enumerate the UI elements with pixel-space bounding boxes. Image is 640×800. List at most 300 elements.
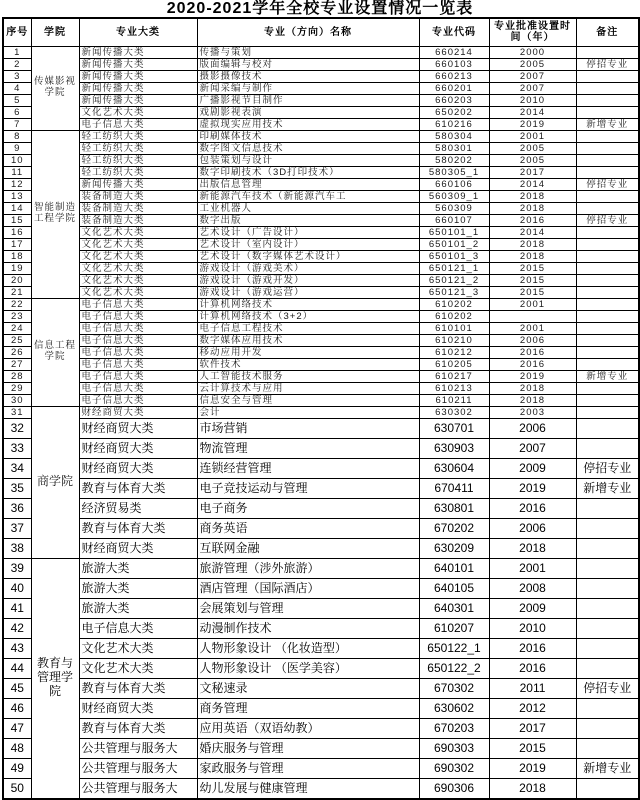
row-number-cell: 16 <box>3 226 31 238</box>
college-cell: 商学院 <box>31 406 79 558</box>
approval-year-cell: 2014 <box>489 178 576 190</box>
row-number-cell: 25 <box>3 334 31 346</box>
category-cell: 财经商贸大类 <box>79 698 197 718</box>
category-cell: 教育与体育大类 <box>79 678 197 698</box>
row-number-cell: 43 <box>3 638 31 658</box>
remark-cell <box>576 46 639 58</box>
college-cell: 信息工程学院 <box>31 298 79 406</box>
major-name-cell: 电子竞技运动与管理 <box>197 478 419 498</box>
approval-year-cell: 2018 <box>489 190 576 202</box>
row-number-cell: 32 <box>3 418 31 438</box>
remark-cell <box>576 250 639 262</box>
category-cell: 轻工纺织大类 <box>79 142 197 154</box>
major-name-cell: 摄影摄像技术 <box>197 70 419 82</box>
category-cell: 电子信息大类 <box>79 346 197 358</box>
major-code-cell: 610212 <box>419 346 489 358</box>
row-number-cell: 31 <box>3 406 31 418</box>
major-name-cell: 工业机器人 <box>197 202 419 214</box>
category-cell: 文化艺术大类 <box>79 658 197 678</box>
major-name-cell: 软件技术 <box>197 358 419 370</box>
approval-year-cell: 2001 <box>489 322 576 334</box>
major-code-cell: 690302 <box>419 758 489 778</box>
table-row <box>3 298 639 310</box>
approval-year-cell: 2019 <box>489 370 576 382</box>
approval-year-cell: 2016 <box>489 358 576 370</box>
major-name-cell: 游戏设计（游戏美术） <box>197 262 419 274</box>
major-code-cell: 630602 <box>419 698 489 718</box>
category-cell: 公共管理与服务大 <box>79 738 197 758</box>
table-row <box>3 598 639 618</box>
category-cell: 财经商贸大类 <box>79 458 197 478</box>
major-name-cell: 家政服务与管理 <box>197 758 419 778</box>
table-row <box>3 538 639 558</box>
college-cell: 智能制造工程学院 <box>31 130 79 298</box>
major-name-cell: 传播与策划 <box>197 46 419 58</box>
approval-year-cell: 2010 <box>489 94 576 106</box>
major-code-cell: 660201 <box>419 82 489 94</box>
header-row <box>3 18 639 46</box>
approval-year-cell: 2019 <box>489 478 576 498</box>
major-code-cell: 580304 <box>419 130 489 142</box>
major-name-cell: 戏剧影视表演 <box>197 106 419 118</box>
major-code-cell: 640301 <box>419 598 489 618</box>
remark-cell <box>576 358 639 370</box>
category-cell: 装备制造大类 <box>79 190 197 202</box>
approval-year-cell: 2014 <box>489 226 576 238</box>
row-number-cell: 50 <box>3 778 31 799</box>
row-number-cell: 12 <box>3 178 31 190</box>
major-name-cell: 计算机网络技术（3+2） <box>197 310 419 322</box>
approval-year-cell: 2018 <box>489 394 576 406</box>
table-row <box>3 106 639 118</box>
table-row <box>3 370 639 382</box>
approval-year-cell: 2014 <box>489 106 576 118</box>
remark-cell <box>576 578 639 598</box>
category-cell: 文化艺术大类 <box>79 238 197 250</box>
table-row <box>3 418 639 438</box>
table-row <box>3 438 639 458</box>
row-number-cell: 29 <box>3 382 31 394</box>
row-number-cell: 17 <box>3 238 31 250</box>
major-code-cell: 630903 <box>419 438 489 458</box>
row-number-cell: 4 <box>3 82 31 94</box>
category-cell: 新闻传播大类 <box>79 178 197 190</box>
category-cell: 电子信息大类 <box>79 334 197 346</box>
college-cell: 传媒影视学院 <box>31 46 79 130</box>
category-cell: 电子信息大类 <box>79 382 197 394</box>
approval-year-cell: 2005 <box>489 58 576 70</box>
major-code-cell: 580301 <box>419 142 489 154</box>
remark-cell <box>576 778 639 799</box>
major-name-cell: 旅游管理（涉外旅游） <box>197 558 419 578</box>
category-cell: 装备制造大类 <box>79 214 197 226</box>
row-number-cell: 30 <box>3 394 31 406</box>
major-name-cell: 艺术设计（数字媒体艺术设计） <box>197 250 419 262</box>
major-code-cell: 650101_3 <box>419 250 489 262</box>
major-name-cell: 移动应用开发 <box>197 346 419 358</box>
remark-cell <box>576 698 639 718</box>
major-code-cell: 660203 <box>419 94 489 106</box>
remark-cell <box>576 638 639 658</box>
row-number-cell: 23 <box>3 310 31 322</box>
major-name-cell: 市场营销 <box>197 418 419 438</box>
approval-year-cell: 2008 <box>489 578 576 598</box>
approval-year-cell: 2015 <box>489 262 576 274</box>
major-code-cell: 630701 <box>419 418 489 438</box>
major-name-cell: 广播影视节目制作 <box>197 94 419 106</box>
row-number-cell: 36 <box>3 498 31 518</box>
remark-cell: 停招专业 <box>576 58 639 70</box>
major-name-cell: 商务英语 <box>197 518 419 538</box>
table-row <box>3 250 639 262</box>
remark-cell <box>576 382 639 394</box>
major-code-cell: 610205 <box>419 358 489 370</box>
category-cell: 轻工纺织大类 <box>79 166 197 178</box>
category-cell: 电子信息大类 <box>79 358 197 370</box>
major-name-cell: 互联网金融 <box>197 538 419 558</box>
category-cell: 文化艺术大类 <box>79 226 197 238</box>
table-row <box>3 346 639 358</box>
table-row <box>3 778 639 799</box>
approval-year-cell: 2010 <box>489 618 576 638</box>
approval-year-cell: 2006 <box>489 518 576 538</box>
row-number-cell: 5 <box>3 94 31 106</box>
major-name-cell: 艺术设计（室内设计） <box>197 238 419 250</box>
remark-cell: 新增专业 <box>576 370 639 382</box>
row-number-cell: 18 <box>3 250 31 262</box>
col-header-college: 学院 <box>31 18 79 46</box>
category-cell: 文化艺术大类 <box>79 638 197 658</box>
major-code-cell: 650121_2 <box>419 274 489 286</box>
major-code-cell: 630209 <box>419 538 489 558</box>
category-cell: 旅游大类 <box>79 578 197 598</box>
remark-cell <box>576 334 639 346</box>
table-row <box>3 382 639 394</box>
approval-year-cell: 2016 <box>489 214 576 226</box>
major-code-cell: 610213 <box>419 382 489 394</box>
major-code-cell: 640105 <box>419 578 489 598</box>
remark-cell <box>576 274 639 286</box>
major-code-cell: 660106 <box>419 178 489 190</box>
remark-cell <box>576 202 639 214</box>
row-number-cell: 33 <box>3 438 31 458</box>
major-code-cell: 660213 <box>419 70 489 82</box>
major-name-cell: 幼儿发展与健康管理 <box>197 778 419 799</box>
remark-cell <box>576 142 639 154</box>
row-number-cell: 3 <box>3 70 31 82</box>
category-cell: 新闻传播大类 <box>79 70 197 82</box>
approval-year-cell: 2001 <box>489 558 576 578</box>
table-row <box>3 226 639 238</box>
major-code-cell: 630302 <box>419 406 489 418</box>
page-title: 2020-2021学年全校专业设置情况一览表 <box>166 0 474 17</box>
row-number-cell: 28 <box>3 370 31 382</box>
category-cell: 财经商贸大类 <box>79 406 197 418</box>
remark-cell <box>576 70 639 82</box>
majors-table <box>2 17 640 800</box>
remark-cell <box>576 558 639 578</box>
category-cell: 教育与体育大类 <box>79 518 197 538</box>
major-name-cell: 会展策划与管理 <box>197 598 419 618</box>
table-row <box>3 518 639 538</box>
col-header-year: 专业批准设置时间（年） <box>489 18 576 46</box>
row-number-cell: 20 <box>3 274 31 286</box>
row-number-cell: 13 <box>3 190 31 202</box>
table-row <box>3 578 639 598</box>
major-code-cell: 670202 <box>419 518 489 538</box>
table-row <box>3 458 639 478</box>
table-row <box>3 738 639 758</box>
approval-year-cell: 2009 <box>489 598 576 618</box>
approval-year-cell: 2015 <box>489 274 576 286</box>
major-name-cell: 应用英语（双语幼教） <box>197 718 419 738</box>
remark-cell <box>576 130 639 142</box>
remark-cell <box>576 346 639 358</box>
category-cell: 公共管理与服务大 <box>79 758 197 778</box>
major-code-cell: 560309_1 <box>419 190 489 202</box>
major-name-cell: 人物形象设计 （化妆造型） <box>197 638 419 658</box>
major-name-cell: 出版信息管理 <box>197 178 419 190</box>
category-cell: 电子信息大类 <box>79 322 197 334</box>
category-cell: 文化艺术大类 <box>79 262 197 274</box>
category-cell: 电子信息大类 <box>79 618 197 638</box>
approval-year-cell: 2007 <box>489 70 576 82</box>
row-number-cell: 21 <box>3 286 31 298</box>
category-cell: 电子信息大类 <box>79 298 197 310</box>
category-cell: 新闻传播大类 <box>79 82 197 94</box>
remark-cell <box>576 658 639 678</box>
row-number-cell: 47 <box>3 718 31 738</box>
major-name-cell: 游戏设计（游戏运营） <box>197 286 419 298</box>
category-cell: 文化艺术大类 <box>79 286 197 298</box>
approval-year-cell: 2011 <box>489 678 576 698</box>
remark-cell <box>576 498 639 518</box>
col-header-remark: 备注 <box>576 18 639 46</box>
table-row <box>3 334 639 346</box>
approval-year-cell: 2006 <box>489 334 576 346</box>
major-code-cell: 650101_2 <box>419 238 489 250</box>
row-number-cell: 35 <box>3 478 31 498</box>
table-row <box>3 154 639 166</box>
approval-year-cell: 2019 <box>489 758 576 778</box>
major-code-cell: 610211 <box>419 394 489 406</box>
college-cell: 教育与管理学院 <box>31 558 79 799</box>
major-code-cell: 630604 <box>419 458 489 478</box>
remark-cell <box>576 226 639 238</box>
category-cell: 轻工纺织大类 <box>79 130 197 142</box>
major-name-cell: 酒店管理（国际酒店） <box>197 578 419 598</box>
row-number-cell: 42 <box>3 618 31 638</box>
major-name-cell: 文秘速录 <box>197 678 419 698</box>
table-row <box>3 238 639 250</box>
remark-cell <box>576 262 639 274</box>
row-number-cell: 34 <box>3 458 31 478</box>
approval-year-cell: 2017 <box>489 166 576 178</box>
category-cell: 电子信息大类 <box>79 394 197 406</box>
table-row <box>3 202 639 214</box>
major-code-cell: 580305_1 <box>419 166 489 178</box>
table-row <box>3 394 639 406</box>
table-row <box>3 178 639 190</box>
row-number-cell: 8 <box>3 130 31 142</box>
col-header-major: 专业（方向）名称 <box>197 18 419 46</box>
table-row <box>3 358 639 370</box>
category-cell: 电子信息大类 <box>79 118 197 130</box>
major-name-cell: 数字印刷技术（3D打印技术） <box>197 166 419 178</box>
row-number-cell: 11 <box>3 166 31 178</box>
major-name-cell: 版面编辑与校对 <box>197 58 419 70</box>
approval-year-cell: 2007 <box>489 82 576 94</box>
category-cell: 文化艺术大类 <box>79 250 197 262</box>
remark-cell <box>576 82 639 94</box>
remark-cell <box>576 286 639 298</box>
major-name-cell: 电子商务 <box>197 498 419 518</box>
remark-cell <box>576 718 639 738</box>
approval-year-cell: 2015 <box>489 738 576 758</box>
approval-year-cell: 2007 <box>489 438 576 458</box>
remark-cell <box>576 106 639 118</box>
table-row <box>3 274 639 286</box>
major-code-cell: 660107 <box>419 214 489 226</box>
remark-cell <box>576 438 639 458</box>
major-code-cell: 630801 <box>419 498 489 518</box>
row-number-cell: 19 <box>3 262 31 274</box>
table-row <box>3 286 639 298</box>
remark-cell <box>576 298 639 310</box>
major-code-cell: 640101 <box>419 558 489 578</box>
approval-year-cell: 2001 <box>489 298 576 310</box>
row-number-cell: 48 <box>3 738 31 758</box>
table-row <box>3 698 639 718</box>
approval-year-cell: 2018 <box>489 778 576 799</box>
approval-year-cell: 2018 <box>489 538 576 558</box>
table-row <box>3 310 639 322</box>
approval-year-cell: 2019 <box>489 118 576 130</box>
table-row <box>3 82 639 94</box>
major-code-cell: 690303 <box>419 738 489 758</box>
table-row <box>3 718 639 738</box>
remark-cell <box>576 418 639 438</box>
major-code-cell: 670302 <box>419 678 489 698</box>
major-name-cell: 虚拟现实应用技术 <box>197 118 419 130</box>
remark-cell <box>576 618 639 638</box>
major-code-cell: 610207 <box>419 618 489 638</box>
major-name-cell: 人物形象设计 （医学美容） <box>197 658 419 678</box>
table-row <box>3 190 639 202</box>
approval-year-cell: 2016 <box>489 638 576 658</box>
row-number-cell: 2 <box>3 58 31 70</box>
category-cell: 装备制造大类 <box>79 202 197 214</box>
table-row <box>3 658 639 678</box>
category-cell: 新闻传播大类 <box>79 58 197 70</box>
table-row <box>3 498 639 518</box>
remark-cell: 停招专业 <box>576 458 639 478</box>
category-cell: 教育与体育大类 <box>79 718 197 738</box>
row-number-cell: 45 <box>3 678 31 698</box>
category-cell: 新闻传播大类 <box>79 46 197 58</box>
major-code-cell: 670411 <box>419 478 489 498</box>
row-number-cell: 44 <box>3 658 31 678</box>
table-row <box>3 46 639 58</box>
major-name-cell: 数字媒体应用技术 <box>197 334 419 346</box>
table-row <box>3 478 639 498</box>
category-cell: 旅游大类 <box>79 598 197 618</box>
approval-year-cell: 2001 <box>489 130 576 142</box>
table-row <box>3 618 639 638</box>
category-cell: 教育与体育大类 <box>79 478 197 498</box>
table-row <box>3 70 639 82</box>
row-number-cell: 27 <box>3 358 31 370</box>
approval-year-cell: 2005 <box>489 142 576 154</box>
category-cell: 电子信息大类 <box>79 370 197 382</box>
row-number-cell: 38 <box>3 538 31 558</box>
remark-cell <box>576 394 639 406</box>
approval-year-cell: 2009 <box>489 458 576 478</box>
major-code-cell: 650121_3 <box>419 286 489 298</box>
approval-year-cell: 2016 <box>489 346 576 358</box>
major-name-cell: 人工智能技术服务 <box>197 370 419 382</box>
table-row <box>3 558 639 578</box>
row-number-cell: 41 <box>3 598 31 618</box>
major-code-cell: 650122_2 <box>419 658 489 678</box>
approval-year-cell: 2012 <box>489 698 576 718</box>
category-cell: 文化艺术大类 <box>79 106 197 118</box>
remark-cell: 新增专业 <box>576 118 639 130</box>
approval-year-cell: 2018 <box>489 250 576 262</box>
major-name-cell: 信息安全与管理 <box>197 394 419 406</box>
category-cell: 经济贸易类 <box>79 498 197 518</box>
row-number-cell: 24 <box>3 322 31 334</box>
table-row <box>3 678 639 698</box>
row-number-cell: 39 <box>3 558 31 578</box>
major-name-cell: 数字图文信息技术 <box>197 142 419 154</box>
approval-year-cell: 2018 <box>489 202 576 214</box>
remark-cell: 新增专业 <box>576 758 639 778</box>
remark-cell: 新增专业 <box>576 478 639 498</box>
category-cell: 财经商贸大类 <box>79 438 197 458</box>
category-cell: 公共管理与服务大 <box>79 778 197 799</box>
row-number-cell: 15 <box>3 214 31 226</box>
major-code-cell: 610202 <box>419 298 489 310</box>
major-code-cell: 650101_1 <box>419 226 489 238</box>
remark-cell <box>576 322 639 334</box>
major-name-cell: 商务管理 <box>197 698 419 718</box>
row-number-cell: 49 <box>3 758 31 778</box>
table-row <box>3 130 639 142</box>
remark-cell <box>576 518 639 538</box>
major-code-cell: 610217 <box>419 370 489 382</box>
row-number-cell: 9 <box>3 142 31 154</box>
remark-cell <box>576 94 639 106</box>
category-cell: 新闻传播大类 <box>79 94 197 106</box>
major-code-cell: 650122_1 <box>419 638 489 658</box>
col-header-category: 专业大类 <box>79 18 197 46</box>
category-cell: 文化艺术大类 <box>79 274 197 286</box>
table-row <box>3 58 639 70</box>
approval-year-cell: 2003 <box>489 406 576 418</box>
remark-cell: 停招专业 <box>576 678 639 698</box>
table-row <box>3 118 639 130</box>
major-code-cell: 690306 <box>419 778 489 799</box>
major-code-cell: 560309 <box>419 202 489 214</box>
major-name-cell: 会计 <box>197 406 419 418</box>
major-code-cell: 660214 <box>419 46 489 58</box>
major-name-cell: 动漫制作技术 <box>197 618 419 638</box>
approval-year-cell: 2017 <box>489 718 576 738</box>
category-cell: 财经商贸大类 <box>79 418 197 438</box>
approval-year-cell <box>489 310 576 322</box>
row-number-cell: 46 <box>3 698 31 718</box>
